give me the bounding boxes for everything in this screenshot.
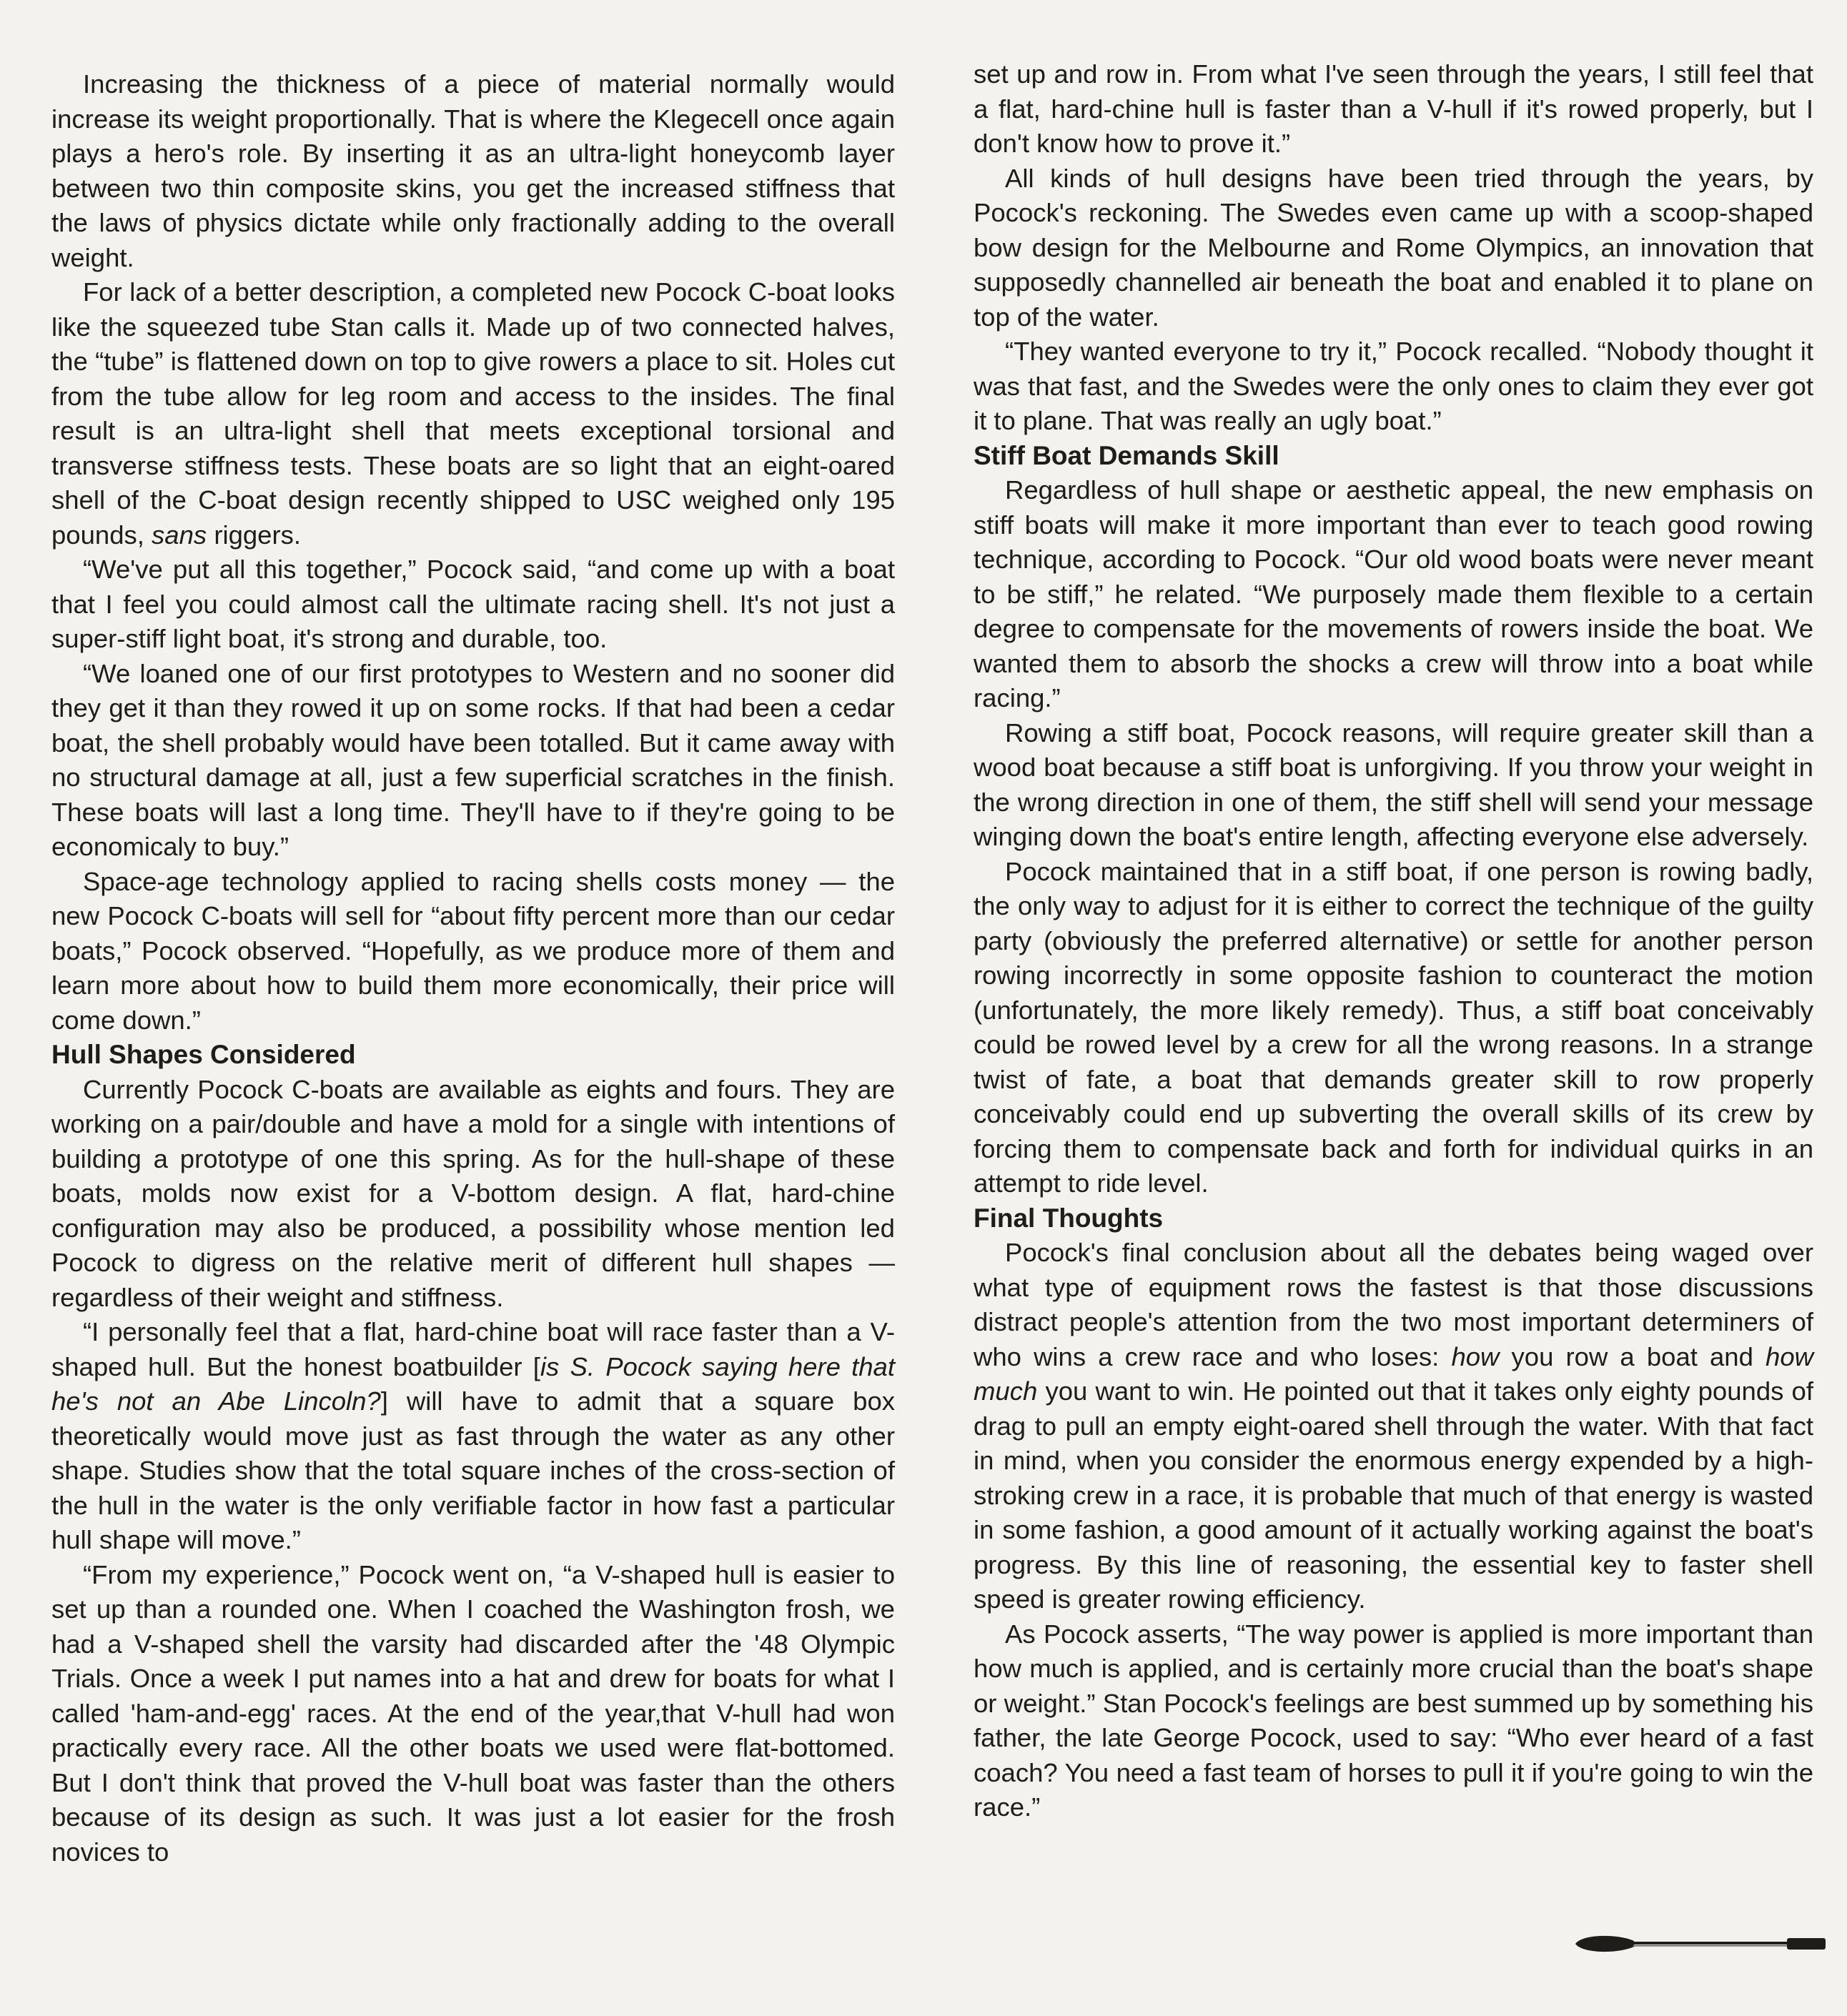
- paragraph-text: riggers.: [214, 520, 302, 550]
- paragraph: “They wanted everyone to try it,” Pocock recalled. “Nobody thought it was that fast, and the Swedes were the only ones to claim they ever got it to plane. That was really an ugly boat.”: [974, 337, 1813, 435]
- paragraph: “We loaned one of our first prototypes to Western and no sooner did they get it than they rowed it up on some rocks. If that had been a cedar boat, the shell probably would have been totalled. But it came away with no structural damage at all, just a few superficial scratches in the finish. These boats will last a long time. They'll have to if they're going to be economicaly to buy.”: [51, 658, 895, 861]
- paragraph: “From my experience,” Pocock went on, “a V-shaped hull is easier to set up than a rounded one. When I coached the Washington frosh, we had a V-shaped shell the varsity had discarded after the '48 Olympic Trials. Once a week I put names into a hat and drew for boats for what I called 'ham-and-egg' races. At the end of the year,that V-hull had won practically every race. All the other boats we used were flat-bottomed. But I don't think that proved the V-hull boat was faster than the others because of its design as such. It was just a lot easier for the frosh novices to: [51, 1559, 895, 1867]
- emphasis-text: how much: [974, 1341, 1813, 1406]
- paragraph-text: ] will have to admit that a square box theoretically would move just as fast through the water as any other shape. Studies show that the total square inches of the cross-section of the hull in the water is the only verifiable factor in how fast a particular hull shape will move.”: [51, 1386, 896, 1554]
- emphasis-text: how: [1451, 1341, 1500, 1371]
- oar-icon: [1573, 1930, 1830, 1958]
- section-heading: Hull Shapes Considered: [51, 1040, 356, 1069]
- paragraph: Regardless of hull shape or aesthetic appeal, the new emphasis on stiff boats will make it more important than ever to teach good rowing technique, according to Pocock. “Our old wood boats were never meant to be stiff,” he related. “We purposely made them flexible to a certain degree to compensate for the movements of rowers inside the boat. We wanted them to absorb the shocks a crew will throw into a boat while racing.”: [974, 475, 1813, 712]
- paragraph: All kinds of hull designs have been tried through the years, by Pocock's reckoning. The Swedes even came up with a scoop-shaped bow design for the Melbourne and Rome Olympics, an innovation that supposedly channelled air beneath the boat and enabled it to plane on top of the water.: [974, 163, 1813, 332]
- paragraph: [51, 275, 895, 552]
- paragraph: Rowing a stiff boat, Pocock reasons, will require greater skill than a wood boat because a stiff boat is unforgiving. If you throw your weight in the wrong direction in one of them, the stiff shell will send your message winging down the boat's entire length, affecting everyone else adversely.: [974, 717, 1813, 851]
- section-heading: Stiff Boat Demands Skill: [974, 440, 1279, 470]
- paragraph-text: Pocock's final conclusion about all the debates being waged over what type of equipment rows the fastest is that those discussions distract people's attention from the two most important determiners of who wins a crew race and who loses:: [974, 1238, 1813, 1371]
- paragraph: “We've put all this together,” Pocock said, “and come up with a boat that I feel you could almost call the ultimate racing shell. It's not just a super-stiff light boat, it's strong and durable, too.: [51, 555, 895, 653]
- emphasis-text: is S. Pocock saying here that he's not an Abe Lincoln?: [51, 1351, 895, 1416]
- paragraph: set up and row in. From what I've seen through the years, I still feel that a flat, hard-chine hull is faster than a V-hull if it's rowed properly, but I don't know how to prove it.”: [974, 59, 1813, 158]
- paragraph: Currently Pocock C-boats are available as eights and fours. They are working on a pair/double and have a mold for a single with intentions of building a prototype of one this spring. As for the hull-shape of these boats, molds now exist for a V-bottom design. A flat, hard-chine configuration may also be produced, a possibility whose mention led Pocock to digress on the relative merit of different hull shapes — regardless of their weight and stiffness.: [51, 1074, 895, 1312]
- left-column: [51, 57, 895, 1869]
- paragraph-text: For lack of a better description, a completed new Pocock C-boat looks like the squeezed tube Stan calls it. Made up of two connected halves, the “tube” is flattened down on top to give rowers a place to sit. Holes cut from the tube allow for leg room and access to the insides. The final result is an ultra-light shell that meets exceptional torsional and transverse stiffness tests. These boats are so light that an eight-oared shell of the C-boat design recently shipped to USC weighed only 195 pounds,: [51, 277, 895, 550]
- paragraph: Increasing the thickness of a piece of material normally would increase its weight proportionally. That is where the Klegecell once again plays a hero's role. By inserting it as an ultra-light honeycomb layer between two thin composite skins, you get the increased stiffness that the laws of physics dictate while only fractionally adding to the overall weight.: [51, 69, 895, 272]
- paragraph: Pocock maintained that in a stiff boat, if one person is rowing badly, the only way to adjust for it is either to correct the technique of the guilty party (obviously the preferred alternative) or settle for another person rowing incorrectly in some opposite fashion to counteract the motion (unfortunately, the more likely remedy). Thus, a stiff boat conceivably could be rowed level by a crew for all the wrong reasons. In a strange twist of fate, a boat that demands greater skill to row properly conceivably could end up subverting the overall skills of its crew by forcing them to compensate back and forth for individual quirks in an attempt to ride level.: [974, 856, 1813, 1198]
- paragraph: [974, 1236, 1813, 1617]
- paragraph-text: “I personally feel that a flat, hard-chine boat will race faster than a V-shaped hull. But the honest boatbuilder [: [51, 1317, 895, 1381]
- paragraph-text: you row a boat and: [1511, 1341, 1753, 1371]
- paragraph: As Pocock asserts, “The way power is applied is more important than how much is applied, and is certainly more crucial than the boat's shape or weight.” Stan Pocock's feelings are best summed up by something his father, the late George Pocock, used to say: “Who ever heard of a fast coach? You need a fast team of horses to pull it if you're going to win the race.”: [974, 1619, 1813, 1822]
- right-column: [974, 57, 1813, 1825]
- section-heading: Final Thoughts: [974, 1203, 1164, 1233]
- emphasis-text: sans: [152, 520, 207, 550]
- paragraph: Space-age technology applied to racing shells costs money — the new Pocock C-boats will sell for “about fifty percent more than our cedar boats,” Pocock observed. “Hopefully, as we produce more of them and learn more about how to build them more economically, their price will come down.”: [51, 866, 895, 1035]
- paragraph: [51, 1315, 895, 1558]
- paragraph-text: you want to win. He pointed out that it takes only eighty pounds of drag to pull an empty eight-oared shell through the water. With that fact in mind, when you consider the enormous energy expended by a high-stroking crew in a race, it is probable that much of that energy is wasted in some fashion, a good amount of it actually working against the boat's progress. By this line of reasoning, the essential key to faster shell speed is greater rowing efficiency.: [974, 1376, 1813, 1614]
